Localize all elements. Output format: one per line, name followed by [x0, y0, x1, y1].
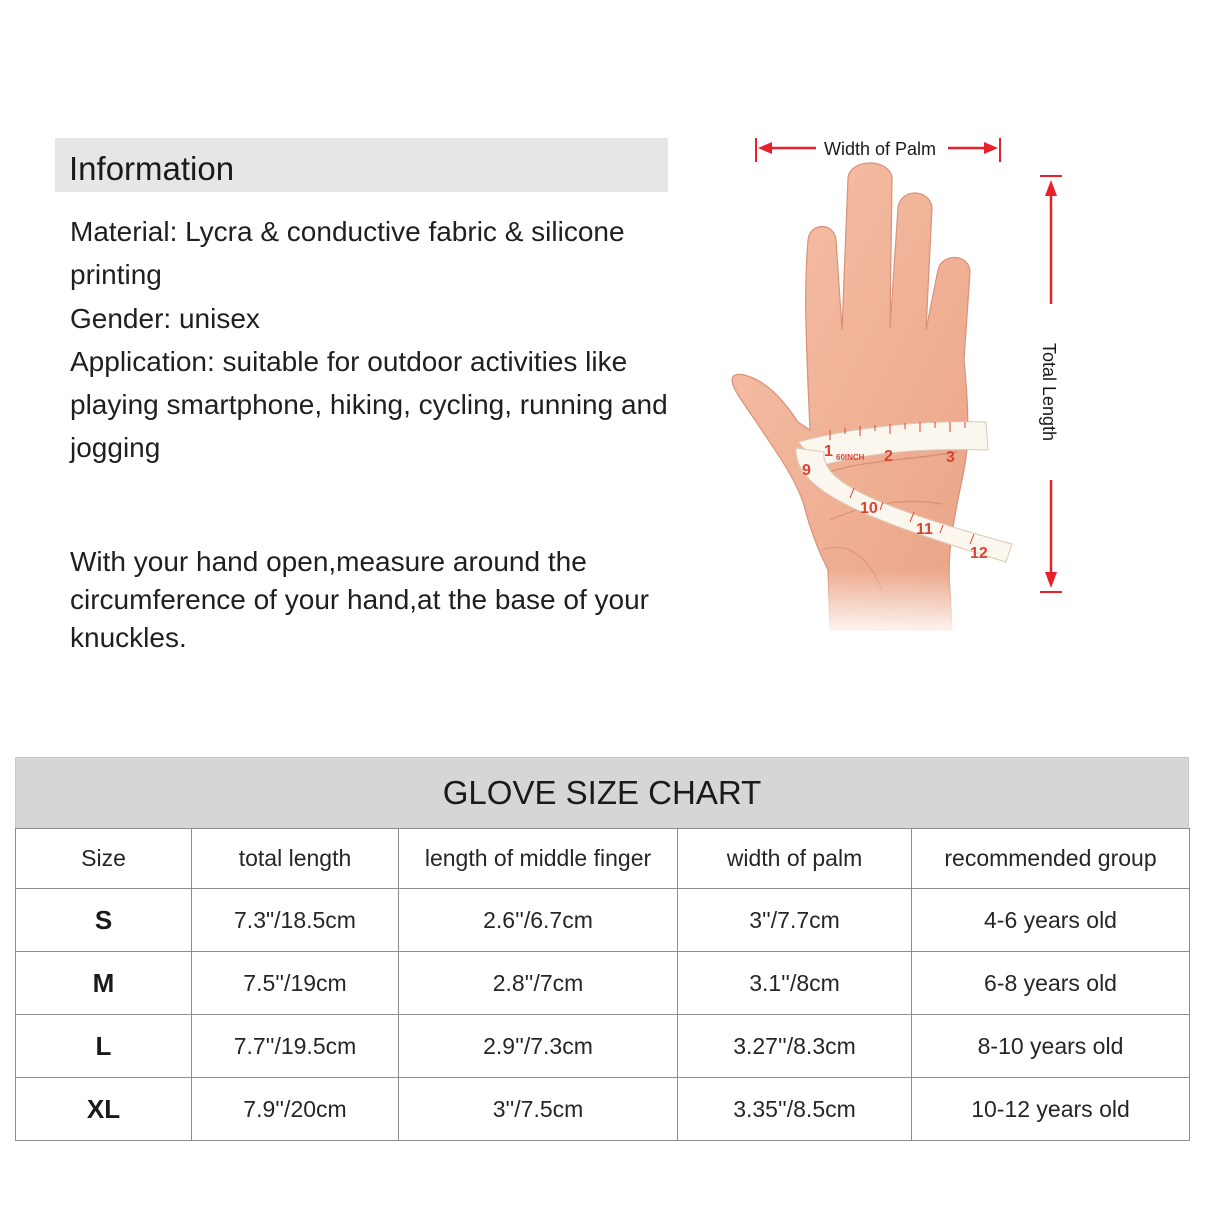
table-row	[16, 952, 1190, 1015]
size-cell: S	[16, 889, 192, 952]
size-cell: L	[16, 1015, 192, 1078]
age-group-cell: 10-12 years old	[912, 1078, 1190, 1141]
age-group-cell: 8-10 years old	[912, 1015, 1190, 1078]
info-body	[70, 210, 680, 470]
size-table	[15, 828, 1190, 1141]
palm-width-cell: 3''/7.7cm	[678, 889, 912, 952]
tape-number-11: 11	[916, 521, 933, 538]
header-total-length: total length	[192, 829, 399, 889]
middle-finger-cell: 2.8''/7cm	[399, 952, 678, 1015]
middle-finger-cell: 2.6''/6.7cm	[399, 889, 678, 952]
tape-number-1: 1	[824, 443, 833, 460]
glove-size-chart	[15, 757, 1189, 1141]
table-row	[16, 1078, 1190, 1141]
info-heading: Information	[69, 150, 235, 187]
material-text: Material: Lycra & conductive fabric & silicone printing	[70, 216, 625, 291]
application-text: Application: suitable for outdoor activities like playing smartphone, hiking, cycling, running and jogging	[70, 345, 668, 464]
tape-number-2: 2	[884, 448, 893, 465]
hand-illustration	[732, 163, 970, 640]
table-row	[16, 1015, 1190, 1078]
size-cell: M	[16, 952, 192, 1015]
table-row	[16, 889, 1190, 952]
tape-brand: 60INCH	[836, 453, 865, 462]
palm-width-cell: 3.27''/8.3cm	[678, 1015, 912, 1078]
header-width-of-palm: width of palm	[678, 829, 912, 889]
age-group-cell: 4-6 years old	[912, 889, 1190, 952]
middle-finger-cell: 2.9''/7.3cm	[399, 1015, 678, 1078]
middle-finger-cell: 3''/7.5cm	[399, 1078, 678, 1141]
header-recommended-group: recommended group	[912, 829, 1190, 889]
measure-instruction: With your hand open,measure around the circumference of your hand,at the base of your knuckles.	[70, 546, 649, 653]
info-heading-bar	[55, 138, 668, 192]
age-group-cell: 6-8 years old	[912, 952, 1190, 1015]
tape-number-10: 10	[860, 500, 878, 517]
size-cell: XL	[16, 1078, 192, 1141]
hand-measurement-figure	[720, 130, 1100, 640]
header-size: Size	[16, 829, 192, 889]
width-of-palm-label: Width of Palm	[823, 139, 937, 159]
table-header-row	[16, 829, 1190, 889]
total-length-label: Total Length	[1039, 342, 1059, 442]
tape-number-3: 3	[946, 449, 955, 466]
total-length-cell: 7.9''/20cm	[192, 1078, 399, 1141]
palm-width-cell: 3.35''/8.5cm	[678, 1078, 912, 1141]
gender-text: Gender: unisex	[70, 302, 260, 334]
palm-width-cell: 3.1''/8cm	[678, 952, 912, 1015]
total-length-cell: 7.5''/19cm	[192, 952, 399, 1015]
tape-number-9: 9	[802, 462, 811, 479]
header-middle-finger: length of middle finger	[399, 829, 678, 889]
tape-number-12: 12	[970, 545, 988, 562]
total-length-cell: 7.3"/18.5cm	[192, 889, 399, 952]
total-length-cell: 7.7''/19.5cm	[192, 1015, 399, 1078]
chart-title: GLOVE SIZE CHART	[15, 757, 1189, 828]
